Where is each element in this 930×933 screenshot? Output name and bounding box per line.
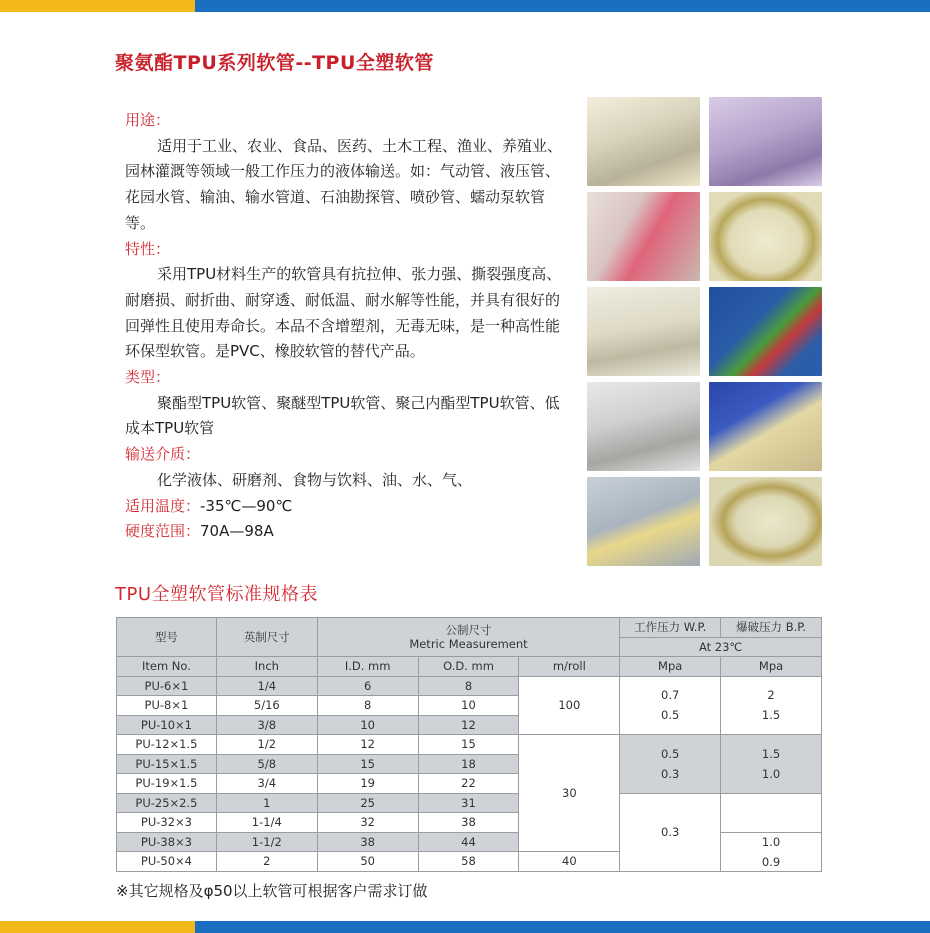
wp-value: 0.7 — [661, 688, 680, 703]
feature-heading: 特性： — [125, 239, 171, 258]
od-cell: 22 — [418, 774, 519, 794]
inch-cell: 1 — [216, 793, 317, 813]
wp-cell: 0.3 — [620, 793, 721, 871]
header-row-3 — [117, 657, 822, 677]
header-od: O.D. mm — [418, 657, 519, 677]
bp-value: 1.0 — [761, 766, 781, 781]
red-tube-photo — [587, 192, 700, 281]
header-at-temp: At 23℃ — [620, 637, 822, 657]
inch-cell: 1-1/2 — [216, 832, 317, 852]
header-mpa-wp: Mpa — [620, 657, 721, 677]
usage-heading: 用途： — [125, 111, 171, 129]
header-metric-cn: 公制尺寸 — [445, 623, 492, 637]
item-cell: PU-38×3 — [117, 832, 217, 852]
header-model-cn: 型号 — [117, 618, 217, 657]
inch-cell: 1-1/4 — [216, 813, 317, 833]
bottom-color-bar — [0, 921, 930, 933]
top-color-bar — [0, 0, 930, 12]
item-cell: PU-10×1 — [117, 715, 217, 735]
product-photo-grid — [587, 97, 823, 567]
id-cell: 15 — [317, 754, 418, 774]
item-cell: PU-25×2.5 — [117, 793, 217, 813]
item-cell: PU-50×4 — [117, 852, 217, 872]
wp-value: 0.3 — [661, 766, 680, 781]
od-cell: 10 — [418, 696, 519, 716]
header-metric-en: Metric Measurement — [409, 637, 528, 651]
hardness-value: 70A—98A — [200, 522, 274, 541]
header-roll: m/roll — [519, 657, 620, 677]
id-cell: 8 — [317, 696, 418, 716]
header-metric — [317, 618, 620, 657]
inch-cell: 5/8 — [216, 754, 317, 774]
inch-cell: 1/2 — [216, 735, 317, 755]
large-clear-tube-photo — [709, 477, 822, 566]
id-cell: 19 — [317, 774, 418, 794]
wp-cell — [620, 676, 721, 735]
bp-value: 1.5 — [761, 708, 781, 723]
table-row — [117, 793, 822, 813]
inch-cell: 3/4 — [216, 774, 317, 794]
yellow-ring-tube-photo — [709, 192, 822, 281]
inch-cell: 3/8 — [216, 715, 317, 735]
header-mpa-bp: Mpa — [721, 657, 822, 677]
id-cell: 6 — [317, 676, 418, 696]
od-cell: 38 — [418, 813, 519, 833]
clear-tube-bundle-photo — [587, 382, 700, 471]
wp-value: 0.5 — [661, 708, 680, 723]
bp-value: 1.0 — [761, 834, 781, 849]
item-cell: PU-19×1.5 — [117, 774, 217, 794]
feature-text: 采用TPU材料生产的软管具有抗拉伸、张力强、撕裂强度高、耐磨损、耐折曲、耐穿透、耐低温、耐水解等性能，并具有很好的回弹性且使用寿命长。本品不含增塑剂，无毒无味，是一种高性能环保型软管。是PVC、橡胶软管的替代产品。 — [125, 265, 562, 361]
blue-coil-tube-photo — [709, 382, 822, 471]
od-cell: 15 — [418, 735, 519, 755]
header-wp: 工作压力 W.P. — [620, 618, 721, 638]
inch-cell: 5/16 — [216, 696, 317, 716]
hardness-line — [125, 519, 565, 545]
table-row — [117, 676, 822, 696]
bp-cell — [721, 735, 822, 794]
od-cell: 12 — [418, 715, 519, 735]
item-cell: PU-6×1 — [117, 676, 217, 696]
bp-cell — [721, 832, 822, 871]
wp-value: 0.5 — [661, 746, 680, 761]
header-id: I.D. mm — [317, 657, 418, 677]
inch-cell: 1/4 — [216, 676, 317, 696]
page-title: 聚氨酯TPU系列软管--TPU全塑软管 — [115, 52, 434, 74]
od-cell: 31 — [418, 793, 519, 813]
bp-cell — [721, 793, 822, 832]
usage-text: 适用于工业、农业、食品、医药、土木工程、渔业、养殖业、园林灌溉等领域一般工作压力的液体输送。如：气动管、液压管、花园水管、输油、输水管道、石油勘探管、喷砂管、蠕动泵软管等。 — [125, 136, 563, 232]
table-title: TPU全塑软管标准规格表 — [115, 584, 319, 605]
clear-tube-photo — [587, 97, 700, 186]
header-inch-cn: 英制尺寸 — [216, 618, 317, 657]
id-cell: 32 — [317, 813, 418, 833]
roll-cell: 40 — [519, 852, 620, 872]
id-cell: 12 — [317, 735, 418, 755]
temperature-value: -35℃—90℃ — [200, 496, 293, 515]
item-cell: PU-8×1 — [117, 696, 217, 716]
item-cell: PU-15×1.5 — [117, 754, 217, 774]
spec-table — [116, 617, 822, 872]
od-cell: 44 — [418, 832, 519, 852]
wp-cell — [620, 735, 721, 794]
id-cell: 50 — [317, 852, 418, 872]
header-bp: 爆破压力 B.P. — [721, 618, 822, 638]
purple-tube-photo — [709, 97, 822, 186]
id-cell: 10 — [317, 715, 418, 735]
roll-cell: 100 — [519, 676, 620, 735]
header-inch: Inch — [216, 657, 317, 677]
id-cell: 38 — [317, 832, 418, 852]
clear-rigid-tube-photo — [587, 477, 700, 566]
description-block — [125, 108, 565, 545]
medium-text: 化学液体、研磨剂、食物与饮料、油、水、气、 — [157, 470, 473, 489]
table-row — [117, 735, 822, 755]
inch-cell: 2 — [216, 852, 317, 872]
item-cell: PU-32×3 — [117, 813, 217, 833]
id-cell: 25 — [317, 793, 418, 813]
bp-value: 0.9 — [761, 854, 781, 869]
od-cell: 58 — [418, 852, 519, 872]
header-item: Item No. — [117, 657, 217, 677]
item-cell: PU-12×1.5 — [117, 735, 217, 755]
bp-value: 2 — [767, 688, 775, 703]
roll-cell: 30 — [519, 735, 620, 852]
header-row-1 — [117, 618, 822, 638]
temperature-heading: 适用温度： — [125, 496, 201, 515]
od-cell: 8 — [418, 676, 519, 696]
type-text: 聚酯型TPU软管、聚醚型TPU软管、聚己内酯型TPU软管、低成本TPU软管 — [125, 393, 560, 438]
footnote: ※其它规格及φ50以上软管可根据客户需求订做 — [116, 882, 428, 900]
hardness-heading: 硬度范围： — [125, 522, 201, 541]
medium-heading: 输送介质： — [125, 445, 201, 464]
type-heading: 类型： — [125, 368, 171, 387]
coiled-clear-tube-photo — [587, 287, 700, 376]
temperature-line — [125, 494, 565, 520]
od-cell: 18 — [418, 754, 519, 774]
bp-value: 1.5 — [761, 746, 781, 761]
bp-cell — [721, 676, 822, 735]
blue-coil-green-tube-photo — [709, 287, 822, 376]
